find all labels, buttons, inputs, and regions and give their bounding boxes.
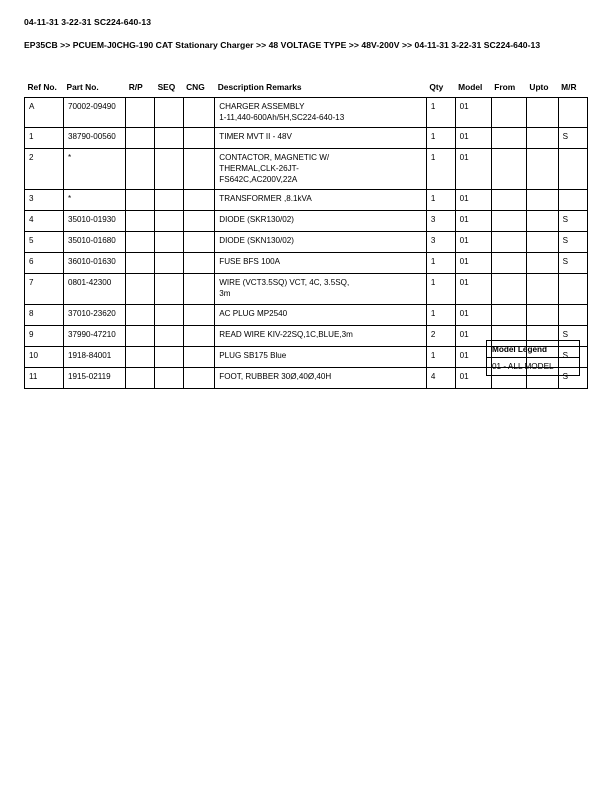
table-header-row xyxy=(25,82,588,98)
cell-qty: 1 xyxy=(426,128,455,149)
description-line: TIMER MVT II - 48V xyxy=(219,132,292,142)
cell-upto xyxy=(526,253,558,274)
table-row xyxy=(25,98,588,128)
cell-cng xyxy=(183,325,215,346)
cell-model: 01 xyxy=(455,98,491,128)
cell-ref: 11 xyxy=(25,367,64,388)
cell-from xyxy=(491,128,526,149)
cell-mr xyxy=(558,274,587,304)
table-row xyxy=(25,253,588,274)
cell-mr: S xyxy=(558,128,587,149)
cell-cng xyxy=(183,274,215,304)
cell-from xyxy=(491,149,526,190)
cell-mr xyxy=(558,98,587,128)
table-row xyxy=(25,211,588,232)
cell-from xyxy=(491,98,526,128)
cell-qty: 3 xyxy=(426,232,455,253)
cell-rp xyxy=(126,128,155,149)
cell-cng xyxy=(183,367,215,388)
cell-mr: S xyxy=(558,367,587,388)
cell-ref: 5 xyxy=(25,232,64,253)
cell-rp xyxy=(126,232,155,253)
cell-seq xyxy=(155,274,184,304)
cell-from xyxy=(491,253,526,274)
cell-model: 01 xyxy=(455,367,491,388)
document-code: 04-11-31 3-22-31 SC224-640-13 xyxy=(24,17,152,27)
cell-model: 01 xyxy=(455,149,491,190)
description-line: 3m xyxy=(219,289,231,299)
cell-description xyxy=(215,253,427,274)
cell-seq xyxy=(155,304,184,325)
table-row xyxy=(25,274,588,304)
cell-mr: S xyxy=(558,325,587,346)
cell-part: 1915-02119 xyxy=(64,367,126,388)
description-line: AC PLUG MP2540 xyxy=(219,308,288,318)
cell-rp xyxy=(126,253,155,274)
cell-ref: 4 xyxy=(25,211,64,232)
cell-description xyxy=(215,325,427,346)
cell-model: 01 xyxy=(455,346,491,367)
cell-ref: A xyxy=(25,98,64,128)
cell-model: 01 xyxy=(455,232,491,253)
cell-rp xyxy=(126,211,155,232)
table-row xyxy=(25,149,588,190)
description-line: READ WIRE KIV-22SQ,1C,BLUE,3m xyxy=(219,329,353,339)
cell-from xyxy=(491,304,526,325)
column-header-cng: CNG xyxy=(186,82,205,92)
description-line: WIRE (VCT3.5SQ) VCT, 4C, 3.5SQ, xyxy=(219,278,350,288)
cell-qty: 3 xyxy=(426,211,455,232)
cell-from xyxy=(491,190,526,211)
model-legend xyxy=(486,340,580,376)
cell-qty: 1 xyxy=(426,98,455,128)
description-line: 1-11,440-600Ah/5H,SC224-640-13 xyxy=(219,112,345,122)
cell-qty: 2 xyxy=(426,325,455,346)
column-header-seq: SEQ xyxy=(157,82,176,92)
cell-upto xyxy=(526,211,558,232)
cell-upto xyxy=(526,128,558,149)
description-line: DIODE (SKN130/02) xyxy=(219,236,294,246)
column-header-mr: M/R xyxy=(561,82,577,92)
cell-description xyxy=(215,232,427,253)
cell-qty: 4 xyxy=(426,367,455,388)
cell-cng xyxy=(183,190,215,211)
cell-rp xyxy=(126,190,155,211)
cell-part: * xyxy=(64,149,126,190)
cell-ref: 3 xyxy=(25,190,64,211)
cell-description xyxy=(215,346,427,367)
cell-rp xyxy=(126,367,155,388)
cell-ref: 10 xyxy=(25,346,64,367)
cell-mr: S xyxy=(558,211,587,232)
description-line: CONTACTOR, MAGNETIC W/ xyxy=(219,153,330,163)
description-line: DIODE (SKR130/02) xyxy=(219,215,294,225)
cell-cng xyxy=(183,211,215,232)
table-row xyxy=(25,190,588,211)
cell-upto xyxy=(526,149,558,190)
cell-seq xyxy=(155,346,184,367)
column-header-model: Model xyxy=(458,82,483,92)
cell-part: 35010-01680 xyxy=(64,232,126,253)
parts-table-header xyxy=(25,82,588,98)
cell-part: 35010-01930 xyxy=(64,211,126,232)
cell-cng xyxy=(183,128,215,149)
cell-ref: 9 xyxy=(25,325,64,346)
cell-cng xyxy=(183,346,215,367)
cell-qty: 1 xyxy=(426,346,455,367)
cell-seq xyxy=(155,128,184,149)
cell-model: 01 xyxy=(455,253,491,274)
column-header-rp: R/P xyxy=(128,82,143,92)
cell-qty: 1 xyxy=(426,304,455,325)
cell-model: 01 xyxy=(455,190,491,211)
description-line: CHARGER ASSEMBLY xyxy=(219,102,305,111)
cell-rp xyxy=(126,325,155,346)
cell-description xyxy=(215,304,427,325)
cell-part: 37010-23620 xyxy=(64,304,126,325)
cell-seq xyxy=(155,190,184,211)
table-row xyxy=(25,304,588,325)
cell-ref: 6 xyxy=(25,253,64,274)
cell-model: 01 xyxy=(455,128,491,149)
cell-description xyxy=(215,367,427,388)
cell-from xyxy=(491,211,526,232)
cell-ref: 1 xyxy=(25,128,64,149)
cell-seq xyxy=(155,367,184,388)
description-line: PLUG SB175 Blue xyxy=(219,350,287,360)
cell-qty: 1 xyxy=(426,149,455,190)
cell-from xyxy=(491,232,526,253)
cell-part: 0801-42300 xyxy=(64,274,126,304)
cell-rp xyxy=(126,98,155,128)
column-header-upto: Upto xyxy=(529,82,549,92)
cell-model: 01 xyxy=(455,211,491,232)
cell-seq xyxy=(155,253,184,274)
cell-seq xyxy=(155,149,184,190)
cell-seq xyxy=(155,98,184,128)
description-line: THERMAL,CLK-26JT- xyxy=(219,164,299,174)
cell-cng xyxy=(183,98,215,128)
cell-upto xyxy=(526,98,558,128)
cell-rp xyxy=(126,346,155,367)
cell-cng xyxy=(183,232,215,253)
cell-mr: S xyxy=(558,346,587,367)
description-line: TRANSFORMER ,8.1kVA xyxy=(219,194,312,204)
cell-mr xyxy=(558,190,587,211)
cell-cng xyxy=(183,304,215,325)
description-line: FS642C,AC200V,22A xyxy=(219,174,298,184)
column-header-from: From xyxy=(494,82,516,92)
cell-upto xyxy=(526,232,558,253)
cell-qty: 1 xyxy=(426,253,455,274)
cell-rp xyxy=(126,274,155,304)
cell-seq xyxy=(155,232,184,253)
cell-description xyxy=(215,190,427,211)
cell-part: 70002-09490 xyxy=(64,98,126,128)
cell-part: 1918-84001 xyxy=(64,346,126,367)
description-line: FOOT, RUBBER 30Ø,40Ø,40H xyxy=(219,371,332,381)
cell-mr xyxy=(558,304,587,325)
cell-upto xyxy=(526,304,558,325)
cell-description xyxy=(215,98,427,128)
cell-mr: S xyxy=(558,253,587,274)
cell-seq xyxy=(155,325,184,346)
cell-description xyxy=(215,149,427,190)
cell-qty: 1 xyxy=(426,190,455,211)
cell-rp xyxy=(126,149,155,190)
cell-cng xyxy=(183,253,215,274)
cell-mr xyxy=(558,149,587,190)
cell-part: 38790-00560 xyxy=(64,128,126,149)
cell-description xyxy=(215,128,427,149)
cell-description xyxy=(215,211,427,232)
description-line: FUSE BFS 100A xyxy=(219,257,280,267)
column-header-ref: Ref No. xyxy=(27,82,57,92)
cell-cng xyxy=(183,149,215,190)
cell-model: 01 xyxy=(455,325,491,346)
cell-upto xyxy=(526,190,558,211)
cell-ref: 8 xyxy=(25,304,64,325)
cell-ref: 2 xyxy=(25,149,64,190)
model-legend-entry: 01 - ALL MODEL xyxy=(492,362,554,371)
table-row xyxy=(25,232,588,253)
cell-part: 37990-47210 xyxy=(64,325,126,346)
column-header-description: Description Remarks xyxy=(217,82,302,92)
cell-part: 36010-01630 xyxy=(64,253,126,274)
breadcrumb: EP35CB >> PCUEM-J0CHG-190 CAT Stationary Charger >> 48 VOLTAGE TYPE >> 48V-200V >> 04-11-31 3-22-31 SC224-640-13 xyxy=(24,40,541,50)
cell-rp xyxy=(126,304,155,325)
cell-description xyxy=(215,274,427,304)
cell-part: * xyxy=(64,190,126,211)
column-header-qty: Qty xyxy=(429,82,444,92)
cell-seq xyxy=(155,211,184,232)
cell-upto xyxy=(526,274,558,304)
cell-mr: S xyxy=(558,232,587,253)
cell-ref: 7 xyxy=(25,274,64,304)
cell-model: 01 xyxy=(455,304,491,325)
column-header-part: Part No. xyxy=(66,82,99,92)
model-legend-title: Model Legend xyxy=(487,341,579,358)
cell-from xyxy=(491,274,526,304)
table-row xyxy=(25,128,588,149)
cell-qty: 1 xyxy=(426,274,455,304)
cell-model: 01 xyxy=(455,274,491,304)
